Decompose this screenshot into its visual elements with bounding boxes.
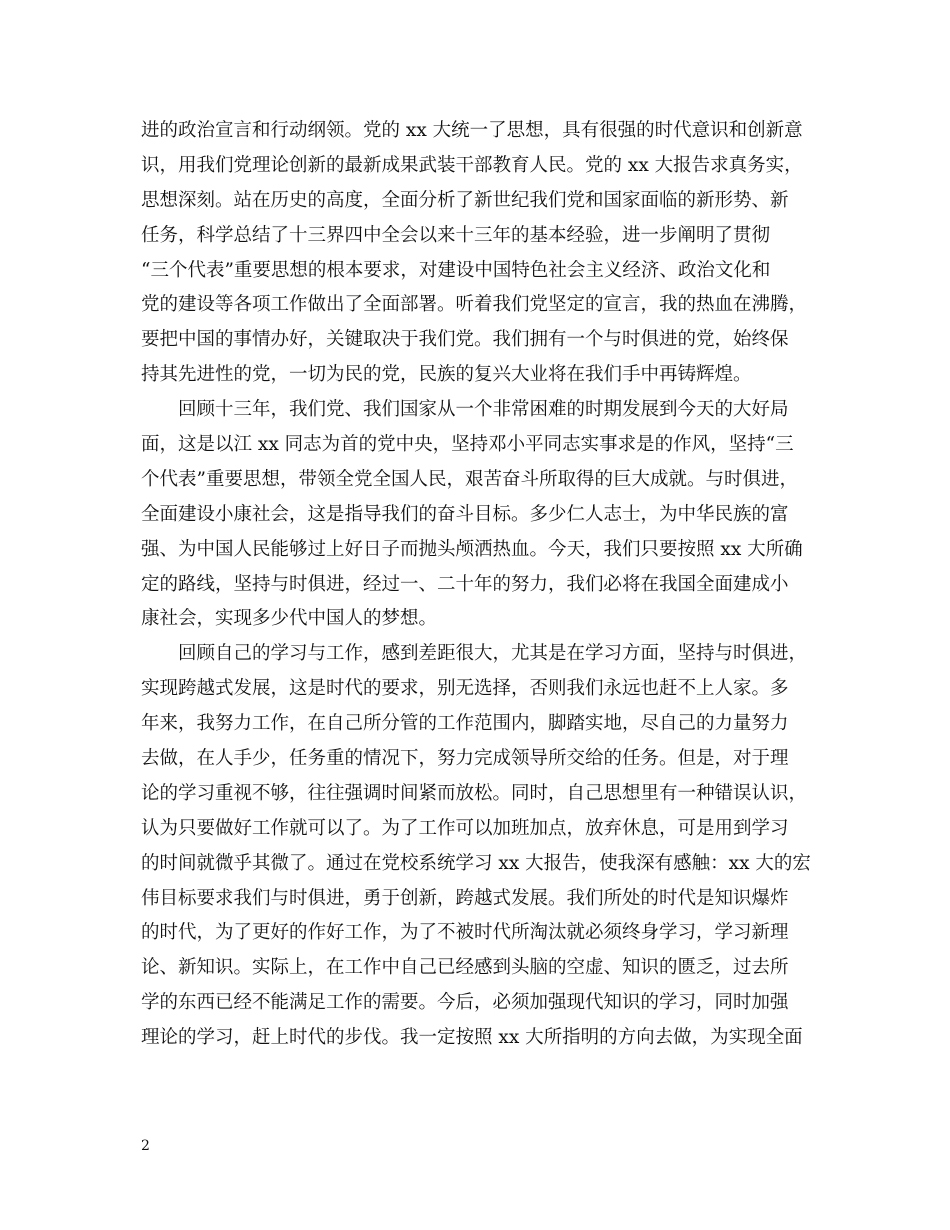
text-line: 进的政治宣言和行动纲领。党的 xx 大统一了思想，具有很强的时代意识和创新意: [141, 120, 803, 141]
text-line: 理论的学习，赶上时代的步伐。我一定按照 xx 大所指明的方向去做，为实现全面: [141, 1027, 803, 1049]
text-line: 伟目标要求我们与时俱进，勇于创新，跨越式发展。我们所处的时代是知识爆炸: [141, 887, 789, 909]
text-line: “三个代表”重要思想的根本要求，对建设中国特色社会主义经济、政治文化和: [141, 259, 771, 281]
text-line: 年来，我努力工作，在自己所分管的工作范围内，脚踏实地，尽自己的力量努力: [141, 713, 789, 735]
text-line: 全面建设小康社会，这是指导我们的奋斗目标。多少仁人志士，为中华民族的富: [141, 503, 789, 525]
text-line: 思想深刻。站在历史的高度，全面分析了新世纪我们党和国家面临的新形势、新: [141, 189, 789, 211]
text-line: 定的路线，坚持与时俱进，经过一、二十年的努力，我们必将在我国全面建成小: [141, 573, 789, 595]
text-line: 持其先进性的党，一切为民的党，民族的复兴大业将在我们手中再铸辉煌。: [141, 364, 752, 386]
text-line: 面，这是以江 xx 同志为首的党中央，坚持邓小平同志实事求是的作风，坚持“三: [141, 434, 794, 456]
body-text: [141, 114, 827, 1056]
text-line: 党的建设等各项工作做出了全面部署。听着我们党坚定的宣言，我的热血在沸腾，: [141, 294, 808, 316]
text-line: 回顾自己的学习与工作，感到差距很大，尤其是在学习方面，坚持与时俱进，: [141, 643, 808, 665]
text-line: 强、为中国人民能够过上好日子而抛头颅洒热血。今天，我们只要按照 xx 大所确: [141, 538, 803, 560]
text-line: 去做，在人手少，任务重的情况下，努力完成领导所交给的任务。但是，对于理: [141, 748, 789, 770]
text-line: 回顾十三年，我们党、我们国家从一个非常困难的时期发展到今天的大好局: [141, 399, 789, 421]
text-line: 个代表”重要思想，带领全党全国人民，艰苦奋斗所取得的巨大成就。与时俱进，: [141, 468, 798, 490]
text-line: 实现跨越式发展，这是时代的要求，别无选择，否则我们永远也赶不上人家。多: [141, 678, 789, 700]
page-number: 2: [141, 1138, 150, 1154]
text-line: 识，用我们党理论创新的最新成果武装干部教育人民。党的 xx 大报告求真务实，: [141, 154, 803, 176]
text-line: 康社会，实现多少代中国人的梦想。: [141, 608, 438, 630]
text-line: 要把中国的事情办好，关键取决于我们党。我们拥有一个与时俱进的党，始终保: [141, 329, 789, 351]
text-line: 论、新知识。实际上，在工作中自己已经感到头脑的空虚、知识的匮乏，过去所: [141, 957, 789, 979]
text-line: 认为只要做好工作就可以了。为了工作可以加班加点，放弃休息，可是用到学习: [141, 817, 789, 839]
text-line: 学的东西已经不能满足工作的需要。今后，必须加强现代知识的学习，同时加强: [141, 992, 789, 1014]
text-line: 论的学习重视不够，往往强调时间紧而放松。同时，自己思想里有一种错误认识，: [141, 782, 808, 804]
text-line: 的时间就微乎其微了。通过在党校系统学习 xx 大报告，使我深有感触：xx 大的宏: [141, 852, 811, 874]
text-line: 的时代，为了更好的作好工作，为了不被时代所淘汰就必须终身学习，学习新理: [141, 922, 789, 944]
text-line: 任务，科学总结了十三界四中全会以来十三年的基本经验，进一步阐明了贯彻: [141, 224, 771, 246]
